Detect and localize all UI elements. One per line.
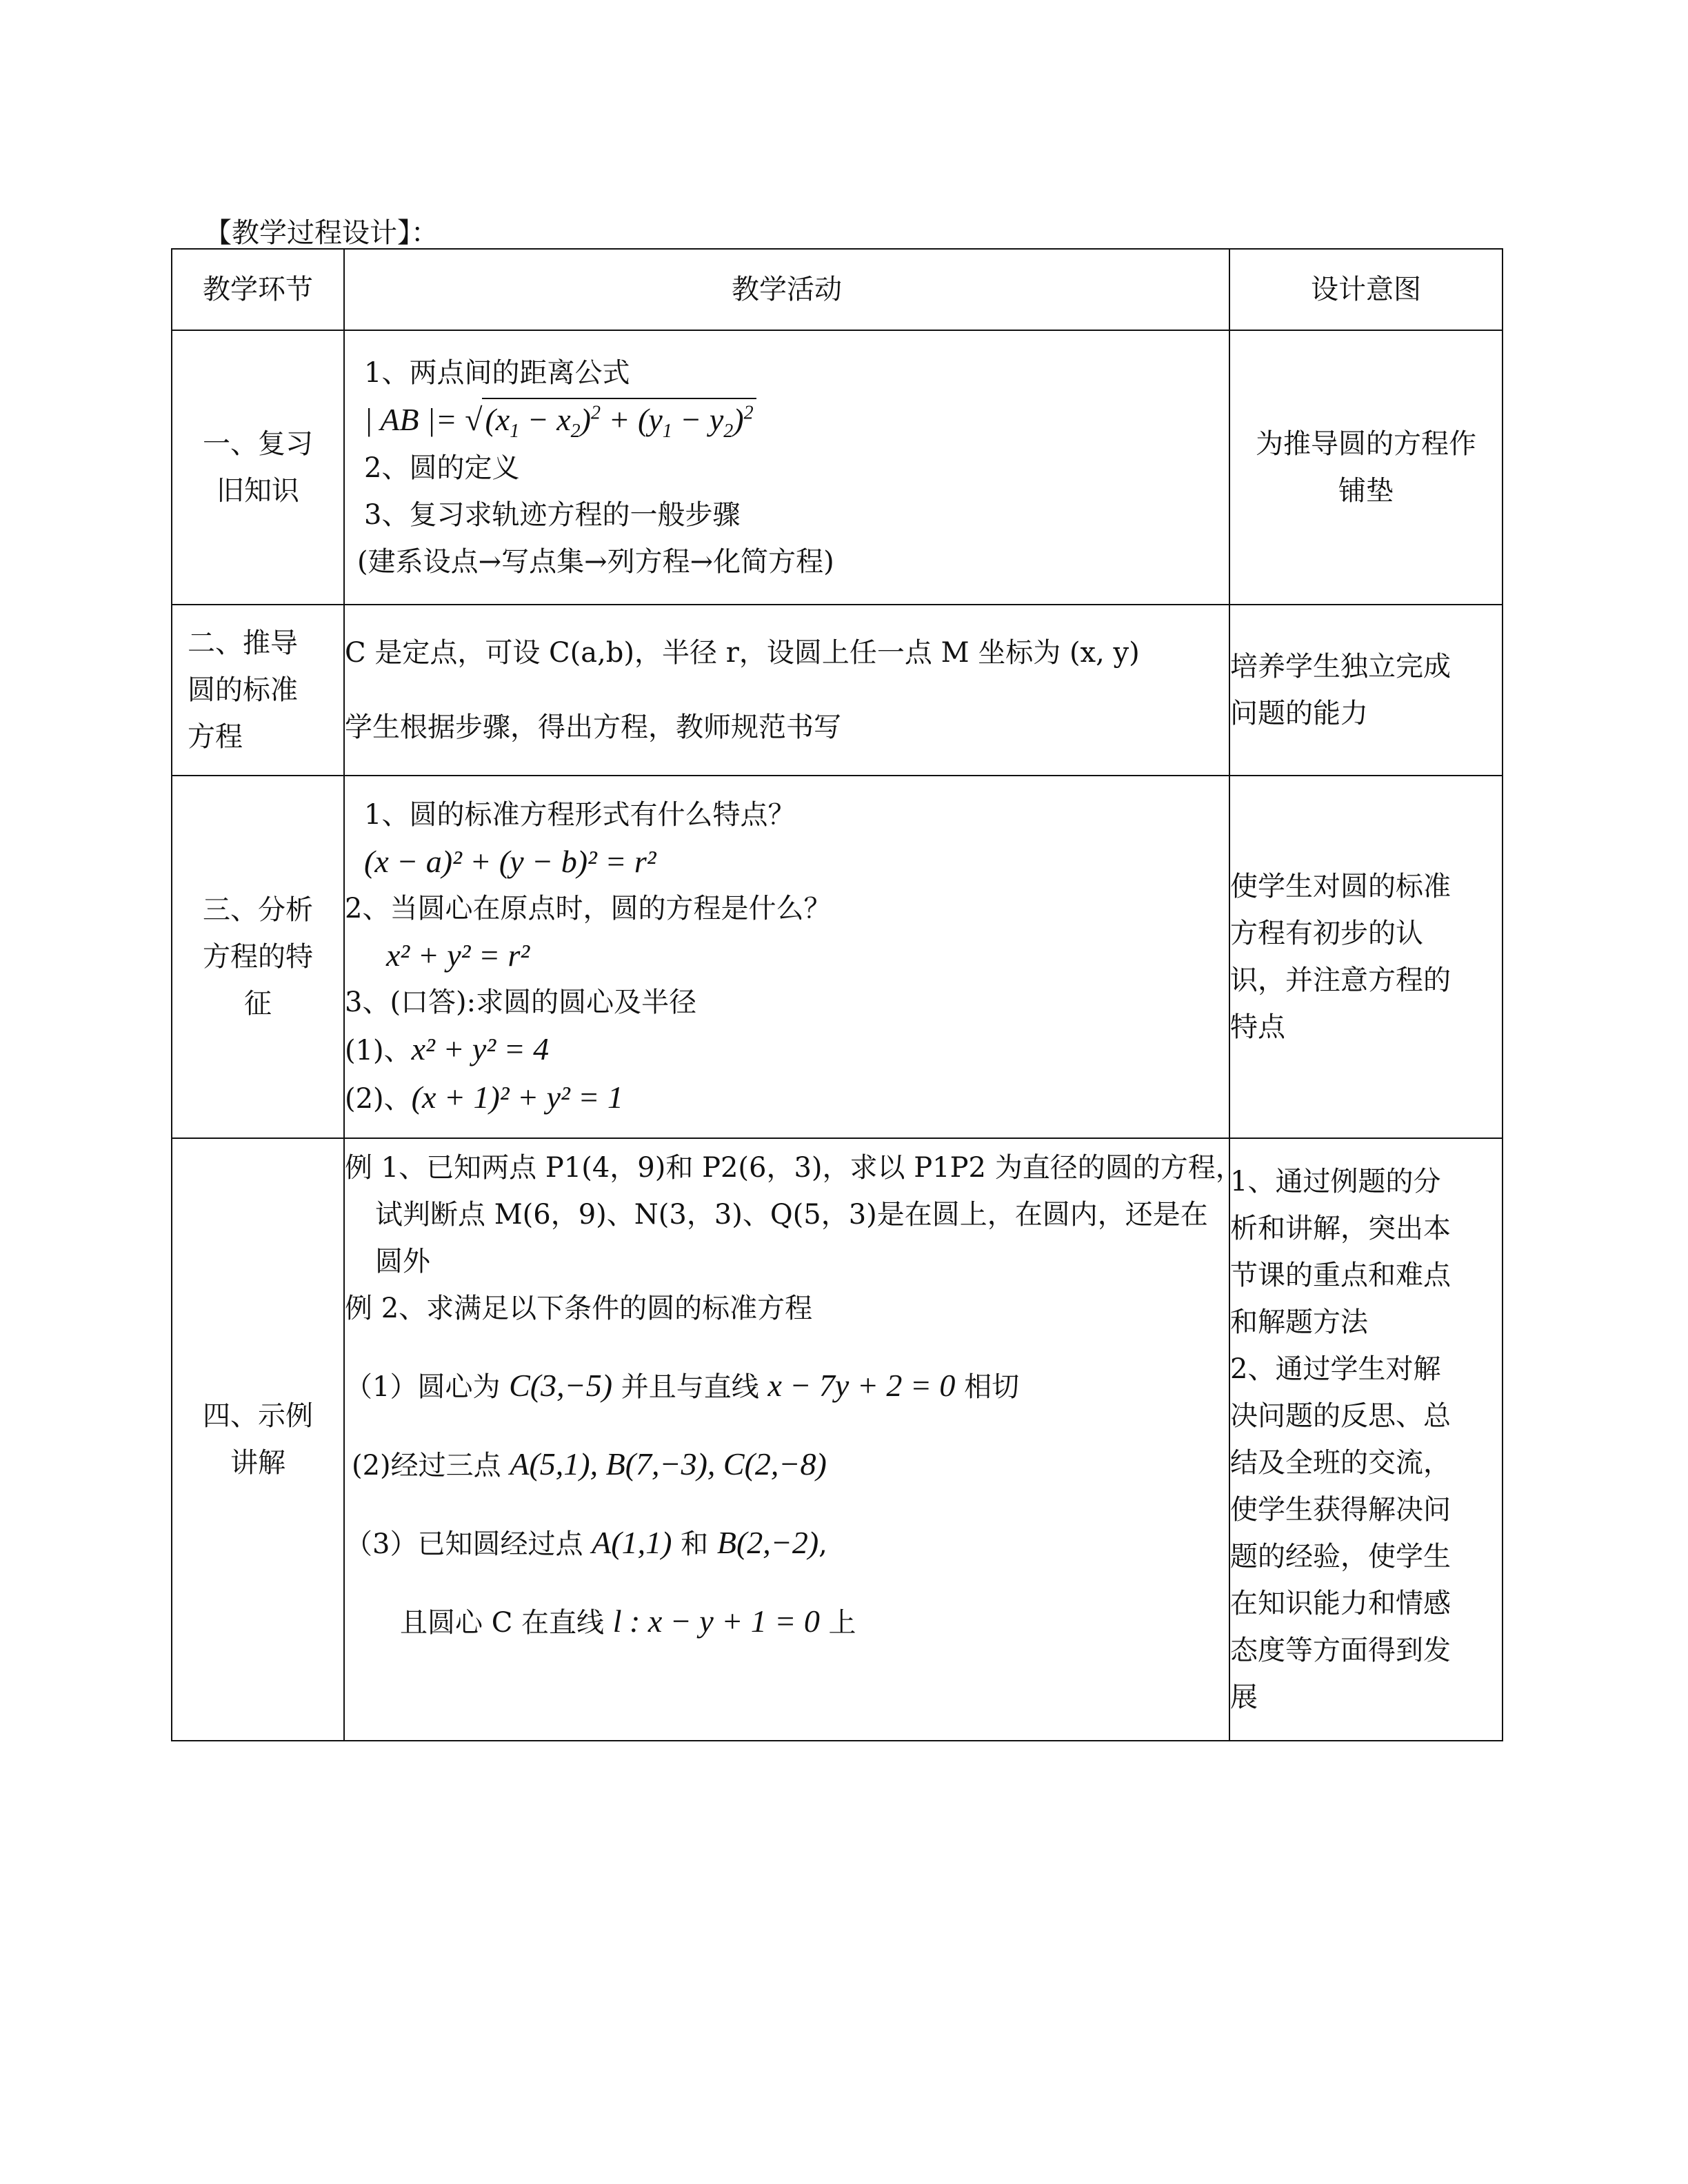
section-heading: 【教学过程设计】： — [204, 217, 439, 249]
table-row — [172, 605, 1503, 776]
intent-line: 为推导圆的方程作 — [1256, 428, 1476, 460]
intent-line: 使学生获得解决问 — [1230, 1494, 1451, 1526]
example-1-line: 试判断点 M(6，9)、N(3，3)、Q(5，3)是在圆上，在圆内，还是在 — [375, 1199, 1208, 1231]
stage-line: 三、分析 — [203, 894, 313, 926]
activity-line: 3、复习求轨迹方程的一般步骤 — [364, 499, 741, 531]
activity-line: C 是定点，可设 C(a,b)，半径 r，设圆上任一点 M 坐标为 (x, y) — [345, 637, 1140, 669]
intent-line: 使学生对圆的标准 — [1230, 871, 1451, 902]
stage-line: 二、推导 — [188, 627, 298, 659]
stage-cell — [172, 1138, 344, 1741]
intent-line: 态度等方面得到发 — [1230, 1635, 1451, 1666]
intent-line: 展 — [1230, 1681, 1258, 1713]
standard-equation: (x − a)² + (y − b)² = r² — [364, 844, 656, 879]
stage-line: 圆的标准 — [188, 674, 298, 706]
intent-line: 结及全班的交流， — [1230, 1447, 1451, 1479]
intent-cell — [1229, 330, 1503, 605]
condition-2: (2)经过三点 A(5,1), B(7,−3), C(2,−8) — [352, 1446, 827, 1482]
table-row — [172, 776, 1503, 1138]
stage-line: 一、复习 — [203, 428, 313, 460]
sqrt-radicand: $(x_1 - x_2)^2 + (y_1 - y_2)^2$ — [482, 398, 756, 439]
question-2: (2)、(x + 1)² + y² = 1 — [345, 1080, 623, 1115]
condition-1: （1）圆心为 C(3,−5) 并且与直线 x − 7y + 2 = 0 相切 — [345, 1368, 1020, 1403]
lesson-plan-table — [171, 248, 1503, 1741]
activity-line: 3、(口答):求圆的圆心及半径 — [345, 987, 697, 1018]
intent-line: 培养学生独立完成 — [1230, 651, 1451, 682]
intent-line: 铺垫 — [1338, 475, 1394, 507]
intent-line: 决问题的反思、总 — [1230, 1400, 1451, 1432]
stage-cell — [172, 330, 344, 605]
condition-3-continued: 且圆心 C 在直线 l : x − y + 1 = 0 上 — [400, 1604, 856, 1639]
intent-line: 在知识能力和情感 — [1230, 1588, 1451, 1619]
activity-line: 2、当圆心在原点时，圆的方程是什么？ — [345, 893, 832, 924]
condition-3: （3）已知圆经过点 A(1,1) 和 B(2,−2), — [345, 1525, 827, 1560]
intent-line: 析和讲解，突出本 — [1230, 1213, 1451, 1244]
question-1: (1)、x² + y² = 4 — [345, 1031, 550, 1066]
stage-line: 方程 — [188, 721, 243, 753]
stage-line: 方程的特 — [203, 941, 313, 973]
intent-line: 2、通过学生对解 — [1230, 1353, 1441, 1385]
intent-line: 和解题方法 — [1230, 1306, 1368, 1338]
stage-line: 讲解 — [230, 1447, 285, 1479]
origin-equation: x² + y² = r² — [386, 938, 530, 973]
activity-cell — [344, 1138, 1243, 1741]
stage-line: 四、示例 — [203, 1400, 313, 1432]
table-row — [172, 1138, 1503, 1741]
activity-cell — [344, 776, 1229, 1138]
intent-line: 特点 — [1230, 1011, 1285, 1043]
table-row — [172, 330, 1503, 605]
activity-line: 学生根据步骤，得出方程，教师规范书写 — [345, 711, 841, 743]
intent-cell — [1229, 605, 1503, 776]
intent-line: 方程有初步的认 — [1230, 918, 1423, 949]
column-header-intent: 设计意图 — [1229, 249, 1503, 330]
intent-line: 1、通过例题的分 — [1230, 1166, 1441, 1197]
stage-cell — [172, 605, 344, 776]
intent-line: 识，并注意方程的 — [1230, 964, 1451, 996]
activity-line: 1、两点间的距离公式 — [364, 357, 630, 389]
stage-line: 旧知识 — [217, 475, 299, 507]
activity-line: 2、圆的定义 — [364, 452, 520, 484]
intent-line: 节课的重点和难点 — [1230, 1260, 1451, 1291]
stage-cell — [172, 776, 344, 1138]
intent-cell — [1229, 1138, 1503, 1741]
activity-line: (建系设点→写点集→列方程→化简方程) — [357, 546, 834, 578]
intent-line: 题的经验，使学生 — [1230, 1541, 1451, 1573]
activity-line: 1、圆的标准方程形式有什么特点？ — [364, 799, 796, 831]
column-header-activity: 教学活动 — [344, 249, 1229, 330]
intent-line: 问题的能力 — [1230, 698, 1368, 729]
table-header-row — [172, 249, 1503, 330]
example-1-line: 圆外 — [375, 1246, 430, 1277]
distance-formula: | AB |= $√(x_1 - x_2)^2 + (y_1 - y_2)^2$ — [345, 396, 1229, 445]
activity-cell — [344, 605, 1229, 776]
example-1-line: 例 1、已知两点 P1(4，9)和 P2(6，3)，求以 P1P2 为直径的圆的方程， — [345, 1152, 1243, 1184]
column-header-stage: 教学环节 — [172, 249, 344, 330]
intent-cell — [1229, 776, 1503, 1138]
stage-line: 征 — [244, 988, 272, 1020]
activity-cell — [344, 330, 1229, 605]
example-2-title: 例 2、求满足以下条件的圆的标准方程 — [345, 1293, 813, 1324]
